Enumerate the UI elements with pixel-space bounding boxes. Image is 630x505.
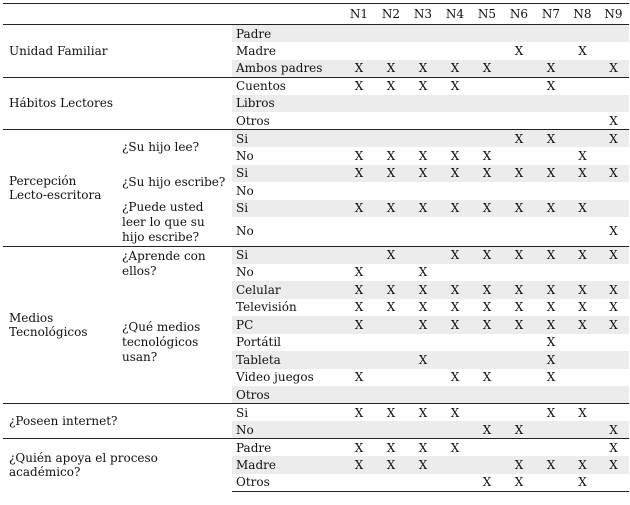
mark-cell-n6 [503, 95, 535, 113]
mark-cell-n3 [407, 42, 439, 60]
mark-cell-n7 [535, 25, 567, 43]
category-label: Medios Tecnológicos [3, 246, 119, 404]
question-label: ¿Puede usted leer lo que su hijo escribe? [119, 200, 232, 247]
option-label: Cuentos [232, 77, 343, 95]
mark-cell-n6 [503, 404, 535, 422]
mark-cell-n2: X [375, 404, 407, 422]
option-label: No [236, 265, 254, 280]
mark-cell-n6 [503, 439, 535, 457]
mark-cell-n4 [439, 25, 471, 43]
mark-cell-n2: X [375, 77, 407, 95]
option-label: Si [232, 130, 343, 148]
mark-cell-n8: X [578, 148, 587, 163]
mark-cell-n6 [503, 217, 535, 246]
mark-cell-n9: X [598, 439, 629, 457]
mark-cell-n4 [439, 182, 471, 200]
category-label: Hábitos Lectores [3, 77, 232, 130]
mark-cell-n5 [471, 130, 503, 148]
table-row [3, 246, 629, 264]
mark-cell-n8 [567, 386, 598, 404]
option-label: No [232, 421, 343, 439]
mark-cell-n7 [535, 182, 567, 200]
column-header-n2: N2 [375, 4, 407, 25]
mark-cell-n9 [598, 404, 629, 422]
mark-cell-n4 [439, 217, 471, 246]
mark-cell-n8 [567, 25, 598, 43]
mark-cell-n2 [375, 95, 407, 113]
table-header [3, 4, 629, 25]
option-label: Si [232, 404, 343, 422]
option-label: Libros [232, 95, 343, 113]
question-label: ¿Qué medios tecnológicos usan? [119, 281, 232, 404]
question-label: ¿Su hijo escribe? [119, 165, 232, 200]
mark-cell-n7: X [535, 77, 567, 95]
mark-cell-n8: X [567, 200, 598, 218]
mark-cell-n2: X [375, 165, 407, 183]
mark-cell-n8 [567, 182, 598, 200]
category-label: Percepción Lecto-escritora [3, 130, 119, 247]
mark-cell-n6 [503, 112, 535, 130]
mark-cell-n6: X [503, 281, 535, 299]
mark-cell-n5: X [471, 474, 503, 492]
table-row [3, 25, 629, 43]
mark-cell-n4 [439, 456, 471, 474]
mark-cell-n1 [343, 351, 375, 369]
header-blank [3, 4, 119, 25]
mark-cell-n9 [598, 351, 629, 369]
mark-cell-n6: X [503, 421, 535, 439]
mark-cell-n1 [343, 130, 375, 148]
mark-cell-n5 [471, 95, 503, 113]
mark-cell-n5 [471, 217, 503, 246]
mark-cell-n7: X [535, 316, 567, 334]
mark-cell-n4: X [439, 60, 471, 78]
mark-cell-n1 [343, 421, 375, 439]
mark-cell-n9: X [598, 421, 629, 439]
mark-cell-n6: X [514, 300, 524, 315]
mark-cell-n3: X [407, 456, 439, 474]
mark-cell-n3: X [407, 200, 439, 218]
mark-cell-n7: X [546, 300, 556, 315]
option-label: Padre [232, 439, 343, 457]
mark-cell-n6 [503, 147, 535, 165]
mark-cell-n1 [343, 474, 375, 492]
mark-cell-n3 [407, 246, 439, 264]
mark-cell-n2: X [386, 300, 396, 315]
mark-cell-n4 [439, 130, 471, 148]
column-header-n3: N3 [407, 4, 439, 25]
mark-cell-n2 [375, 182, 407, 200]
mark-cell-n1: X [343, 200, 375, 218]
mark-cell-n5 [471, 386, 503, 404]
mark-cell-n2 [375, 316, 407, 334]
mark-cell-n6 [503, 60, 535, 78]
mark-cell-n1 [343, 246, 375, 264]
column-header-n5: N5 [471, 4, 503, 25]
column-header-n1: N1 [343, 4, 375, 25]
mark-cell-n1 [343, 42, 375, 60]
mark-cell-n1 [343, 386, 375, 404]
option-label: Celular [232, 281, 343, 299]
mark-cell-n1: X [354, 265, 364, 280]
option-label: Otros [236, 113, 270, 128]
mark-cell-n1: X [343, 281, 375, 299]
mark-cell-n3 [407, 334, 439, 352]
mark-cell-n9 [598, 182, 629, 200]
mark-cell-n8 [567, 77, 598, 95]
option-label: Tableta [232, 351, 343, 369]
mark-cell-n5 [471, 42, 503, 60]
mark-cell-n2 [375, 334, 407, 352]
mark-cell-n4 [439, 334, 471, 352]
mark-cell-n3: X [407, 165, 439, 183]
mark-cell-n4: X [439, 246, 471, 264]
option-label: Si [232, 165, 343, 183]
option-label: PC [232, 316, 343, 334]
mark-cell-n7: X [535, 404, 567, 422]
mark-cell-n4 [439, 42, 471, 60]
mark-cell-n6 [503, 25, 535, 43]
mark-cell-n9: X [598, 130, 629, 148]
mark-cell-n1 [343, 25, 375, 43]
mark-cell-n8 [567, 60, 598, 78]
mark-cell-n6 [503, 351, 535, 369]
table-body [3, 25, 629, 492]
mark-cell-n3: X [407, 60, 439, 78]
mark-cell-n6: X [503, 316, 535, 334]
mark-cell-n7 [535, 474, 567, 492]
mark-cell-n7 [535, 439, 567, 457]
column-header-n8: N8 [567, 4, 598, 25]
mark-cell-n2: X [386, 148, 396, 163]
mark-cell-n8: X [567, 246, 598, 264]
mark-cell-n6 [503, 182, 535, 200]
mark-cell-n7: X [546, 370, 556, 385]
option-label: Si [232, 200, 343, 218]
column-header-n9: N9 [598, 4, 629, 25]
mark-cell-n3: X [407, 351, 439, 369]
mark-cell-n5: X [471, 200, 503, 218]
mark-cell-n1 [343, 182, 375, 200]
option-label: Padre [232, 25, 343, 43]
mark-cell-n6: X [503, 200, 535, 218]
mark-cell-n6: X [503, 130, 535, 148]
mark-cell-n8 [567, 95, 598, 113]
mark-cell-n3 [407, 421, 439, 439]
mark-cell-n1: X [343, 439, 375, 457]
mark-cell-n1: X [343, 456, 375, 474]
mark-cell-n6: X [503, 165, 535, 183]
mark-cell-n9 [598, 95, 629, 113]
mark-cell-n5: X [471, 281, 503, 299]
mark-cell-n1: X [354, 300, 364, 315]
table-row [3, 77, 629, 95]
mark-cell-n3 [407, 217, 439, 246]
mark-cell-n3 [407, 95, 439, 113]
mark-cell-n5 [471, 264, 503, 282]
mark-cell-n5 [471, 25, 503, 43]
header-blank [119, 4, 232, 25]
mark-cell-n9 [598, 474, 629, 492]
mark-cell-n9 [598, 386, 629, 404]
mark-cell-n8: X [567, 165, 598, 183]
mark-cell-n4: X [450, 148, 460, 163]
mark-cell-n7 [535, 386, 567, 404]
mark-cell-n3: X [407, 77, 439, 95]
mark-cell-n8: X [567, 456, 598, 474]
mark-cell-n4: X [439, 281, 471, 299]
mark-cell-n7: X [535, 60, 567, 78]
mark-cell-n3: X [418, 265, 428, 280]
mark-cell-n2 [375, 130, 407, 148]
question-label: ¿Aprende con ellos? [119, 246, 232, 281]
mark-cell-n7 [535, 95, 567, 113]
mark-cell-n6 [503, 264, 535, 282]
column-header-n4: N4 [439, 4, 471, 25]
mark-cell-n6: X [514, 43, 524, 58]
mark-cell-n7: X [535, 281, 567, 299]
mark-cell-n4 [439, 264, 471, 282]
mark-cell-n1: X [343, 316, 375, 334]
mark-cell-n1: X [343, 165, 375, 183]
mark-cell-n9 [598, 264, 629, 282]
table-row [3, 439, 629, 457]
mark-cell-n5: X [482, 300, 492, 315]
mark-cell-n8: X [578, 300, 587, 315]
mark-cell-n5: X [471, 421, 503, 439]
mark-cell-n3 [407, 25, 439, 43]
option-label: No [236, 148, 254, 163]
mark-cell-n3: X [407, 439, 439, 457]
mark-cell-n1 [343, 217, 375, 246]
mark-cell-n3: X [407, 404, 439, 422]
mark-cell-n7: X [535, 200, 567, 218]
mark-cell-n9 [598, 200, 629, 218]
mark-cell-n8 [567, 217, 598, 246]
mark-cell-n4 [439, 351, 471, 369]
mark-cell-n4: X [439, 439, 471, 457]
option-label: No [236, 224, 254, 239]
mark-cell-n3 [407, 386, 439, 404]
mark-cell-n3: X [407, 316, 439, 334]
mark-cell-n8 [567, 351, 598, 369]
mark-cell-n8 [567, 369, 598, 387]
mark-cell-n5 [471, 182, 503, 200]
mark-cell-n2 [375, 264, 407, 282]
option-label: Portátil [236, 335, 282, 350]
mark-cell-n8 [567, 421, 598, 439]
mark-cell-n1 [343, 95, 375, 113]
mark-cell-n7: X [535, 165, 567, 183]
mark-cell-n3: X [407, 281, 439, 299]
mark-cell-n4: X [439, 77, 471, 95]
mark-cell-n1: X [343, 60, 375, 78]
mark-cell-n9 [598, 42, 629, 60]
mark-cell-n8 [567, 130, 598, 148]
mark-cell-n3 [407, 182, 439, 200]
mark-cell-n7 [535, 217, 567, 246]
mark-cell-n9: X [609, 113, 618, 128]
mark-cell-n2: X [375, 281, 407, 299]
mark-cell-n9: X [598, 246, 629, 264]
mark-cell-n3 [407, 112, 439, 130]
mark-cell-n2 [375, 42, 407, 60]
mark-cell-n2: X [375, 456, 407, 474]
option-label: Madre [236, 43, 276, 58]
mark-cell-n1: X [354, 148, 364, 163]
mark-cell-n7: X [535, 246, 567, 264]
mark-cell-n4 [439, 95, 471, 113]
mark-cell-n5 [471, 404, 503, 422]
mark-cell-n7: X [535, 456, 567, 474]
mark-cell-n5 [471, 351, 503, 369]
mark-cell-n4 [439, 112, 471, 130]
mark-cell-n2 [375, 421, 407, 439]
mark-cell-n9: X [609, 224, 618, 239]
header-row [3, 4, 629, 25]
mark-cell-n7 [535, 264, 567, 282]
mark-cell-n6 [503, 334, 535, 352]
mark-cell-n9: X [598, 456, 629, 474]
header-blank [232, 4, 343, 25]
mark-cell-n8: X [567, 404, 598, 422]
survey-results-table [3, 3, 629, 492]
mark-cell-n2 [375, 112, 407, 130]
mark-cell-n7: X [535, 351, 567, 369]
table-row [3, 404, 629, 422]
option-label: Si [232, 246, 343, 264]
mark-cell-n5 [471, 456, 503, 474]
mark-cell-n3 [407, 474, 439, 492]
mark-cell-n8 [567, 439, 598, 457]
mark-cell-n5: X [471, 165, 503, 183]
mark-cell-n7 [535, 421, 567, 439]
mark-cell-n4 [439, 421, 471, 439]
mark-cell-n5: X [471, 246, 503, 264]
mark-cell-n5 [471, 112, 503, 130]
category-label: ¿Quién apoya el proceso académico? [3, 439, 232, 492]
mark-cell-n3 [407, 369, 439, 387]
mark-cell-n2 [375, 217, 407, 246]
mark-cell-n9 [598, 77, 629, 95]
mark-cell-n6 [503, 77, 535, 95]
mark-cell-n6: X [503, 456, 535, 474]
mark-cell-n1 [343, 112, 375, 130]
mark-cell-n1: X [343, 404, 375, 422]
column-header-n6: N6 [503, 4, 535, 25]
mark-cell-n9 [598, 369, 629, 387]
mark-cell-n8 [567, 112, 598, 130]
mark-cell-n6 [503, 369, 535, 387]
mark-cell-n3: X [418, 148, 428, 163]
mark-cell-n9 [598, 147, 629, 165]
mark-cell-n2 [375, 369, 407, 387]
category-label: Unidad Familiar [3, 25, 232, 78]
mark-cell-n5: X [482, 148, 492, 163]
mark-cell-n6: X [503, 474, 535, 492]
mark-cell-n2 [375, 386, 407, 404]
mark-cell-n1 [343, 334, 375, 352]
mark-cell-n3 [407, 130, 439, 148]
mark-cell-n8 [567, 334, 598, 352]
option-label: Televisión [236, 300, 297, 315]
mark-cell-n5 [471, 334, 503, 352]
option-label: No [236, 183, 254, 198]
mark-cell-n4: X [439, 200, 471, 218]
mark-cell-n6 [503, 386, 535, 404]
mark-cell-n7: X [546, 335, 556, 350]
category-label: ¿Poseen internet? [3, 404, 232, 439]
mark-cell-n2: X [375, 439, 407, 457]
mark-cell-n1: X [343, 77, 375, 95]
mark-cell-n3: X [418, 300, 428, 315]
mark-cell-n4: X [439, 404, 471, 422]
mark-cell-n9: X [598, 165, 629, 183]
mark-cell-n4: X [450, 300, 460, 315]
question-label: ¿Su hijo lee? [119, 130, 232, 165]
mark-cell-n9 [598, 25, 629, 43]
mark-cell-n9: X [609, 300, 618, 315]
mark-cell-n4: X [450, 370, 460, 385]
mark-cell-n9 [598, 334, 629, 352]
option-label: Otros [232, 474, 343, 492]
mark-cell-n4: X [439, 316, 471, 334]
mark-cell-n1: X [354, 370, 364, 385]
mark-cell-n4 [439, 386, 471, 404]
mark-cell-n8: X [578, 43, 587, 58]
option-label: Otros [232, 386, 343, 404]
mark-cell-n5: X [471, 60, 503, 78]
mark-cell-n7 [535, 112, 567, 130]
mark-cell-n5: X [471, 316, 503, 334]
mark-cell-n8: X [567, 316, 598, 334]
option-label: Ambos padres [232, 60, 343, 78]
mark-cell-n6: X [503, 246, 535, 264]
mark-cell-n5 [471, 77, 503, 95]
mark-cell-n2: X [375, 60, 407, 78]
mark-cell-n8: X [567, 474, 598, 492]
mark-cell-n2 [375, 351, 407, 369]
mark-cell-n5: X [482, 370, 492, 385]
mark-cell-n9: X [598, 316, 629, 334]
table-row [3, 130, 629, 148]
option-label: Video juegos [236, 370, 314, 385]
mark-cell-n8: X [567, 281, 598, 299]
mark-cell-n4: X [439, 165, 471, 183]
mark-cell-n4 [439, 474, 471, 492]
mark-cell-n8 [567, 264, 598, 282]
mark-cell-n2: X [375, 246, 407, 264]
column-header-n7: N7 [535, 4, 567, 25]
mark-cell-n7 [535, 42, 567, 60]
mark-cell-n9: X [598, 60, 629, 78]
mark-cell-n2 [375, 474, 407, 492]
mark-cell-n2: X [375, 200, 407, 218]
mark-cell-n9: X [598, 281, 629, 299]
mark-cell-n7: X [535, 130, 567, 148]
mark-cell-n7 [535, 147, 567, 165]
mark-cell-n5 [471, 439, 503, 457]
option-label: Madre [232, 456, 343, 474]
mark-cell-n2 [375, 25, 407, 43]
